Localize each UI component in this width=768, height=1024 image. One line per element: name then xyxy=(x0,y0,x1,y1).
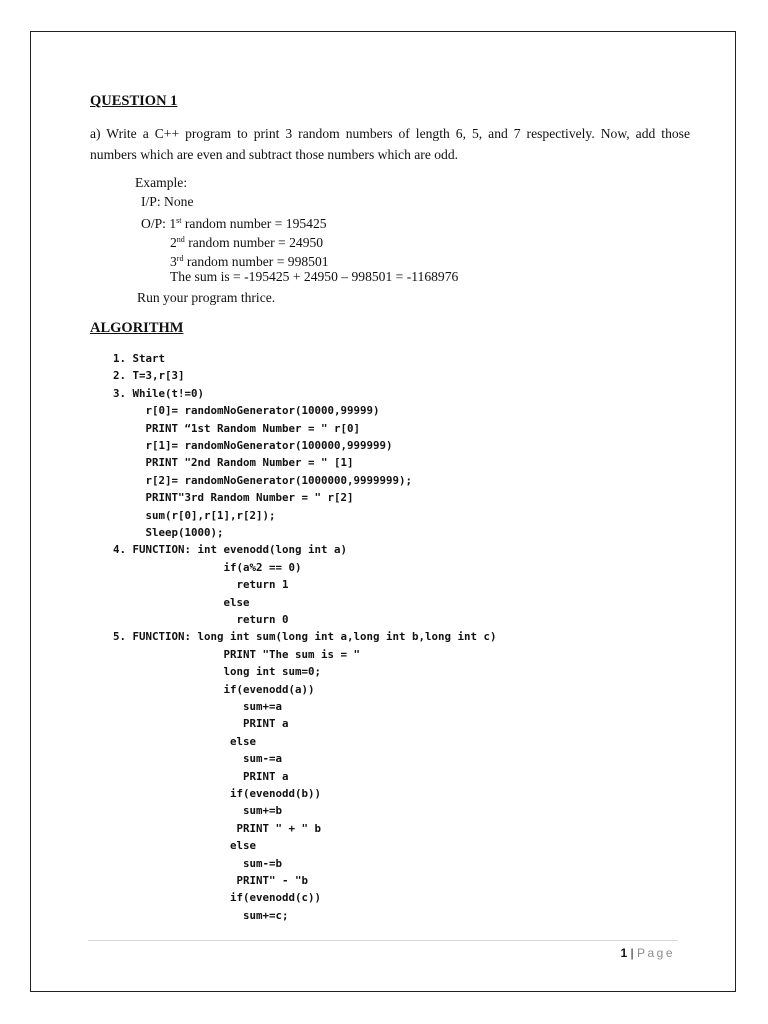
page-separator: | xyxy=(627,946,637,960)
algorithm-line: PRINT “1st Random Number = " r[0] xyxy=(113,421,361,435)
algorithm-line: PRINT" - "b xyxy=(113,874,309,887)
algorithm-heading: ALGORITHM xyxy=(90,320,184,336)
footer-divider xyxy=(88,940,678,941)
algorithm-line: r[2]= randomNoGenerator(1000000,9999999); xyxy=(113,473,413,487)
algorithm-line: PRINT "The sum is = " xyxy=(113,647,361,661)
ordinal-suffix: nd xyxy=(176,235,185,244)
ordinal-suffix: rd xyxy=(176,254,184,263)
algorithm-line: 5. FUNCTION: long int sum(long int a,long int b,long int c) xyxy=(113,630,497,644)
algorithm-line: PRINT a xyxy=(113,769,289,783)
algorithm-line: PRINT"3rd Random Number = " r[2] xyxy=(113,491,354,505)
algorithm-line: sum+=a xyxy=(113,700,283,713)
algorithm-line: sum-=a xyxy=(113,752,283,766)
algorithm-line: if(evenodd(b)) xyxy=(113,787,322,800)
algorithm-line: else xyxy=(113,595,250,609)
question-heading: QUESTION 1 xyxy=(90,93,178,109)
algorithm-line: return 1 xyxy=(113,578,289,592)
algorithm-line: 3. While(t!=0) xyxy=(113,386,205,400)
page-number: 1 xyxy=(620,946,628,960)
algorithm-line: else xyxy=(113,839,257,853)
question-text: a) Write a C++ program to print 3 random numbers of length 6, 5, and 7 respectively. Now, add those numbers which are even and subtract those numbers which are odd. xyxy=(90,126,690,162)
algorithm-line: sum+=b xyxy=(113,804,283,818)
output-prefix: O/P: xyxy=(141,216,170,231)
example-output-line-2 xyxy=(170,231,323,252)
output-value: random number = 195425 xyxy=(181,216,327,231)
page-footer xyxy=(620,946,675,960)
example-label: Example: xyxy=(135,175,188,190)
algorithm-line: if(a%2 == 0) xyxy=(113,560,302,574)
page-label: Page xyxy=(636,946,675,960)
algorithm-line: r[1]= randomNoGenerator(100000,999999) xyxy=(113,439,393,452)
algorithm-line: PRINT " + " b xyxy=(113,821,322,835)
output-value: random number = 24950 xyxy=(184,235,324,250)
algorithm-line: r[0]= randomNoGenerator(10000,99999) xyxy=(113,404,380,418)
ordinal-suffix: st xyxy=(176,216,182,225)
ordinal-number: 1 xyxy=(169,216,177,231)
algorithm-line: if(evenodd(a)) xyxy=(113,682,315,696)
ordinal-number: 3 xyxy=(170,254,177,269)
algorithm-line: PRINT a xyxy=(113,717,289,731)
algorithm-line: 4. FUNCTION: int evenodd(long int a) xyxy=(113,543,348,557)
example-output-line-1 xyxy=(141,212,327,233)
run-note: Run your program thrice. xyxy=(137,290,276,305)
ordinal-number: 2 xyxy=(170,235,177,250)
algorithm-line: PRINT "2nd Random Number = " [1] xyxy=(113,456,354,470)
example-input: I/P: None xyxy=(141,194,194,209)
algorithm-line: Sleep(1000); xyxy=(113,526,224,539)
algorithm-line: sum+=c; xyxy=(113,908,289,922)
example-sum-line: The sum is = -195425 + 24950 – 998501 = -1168976 xyxy=(170,269,459,284)
algorithm-line: else xyxy=(113,734,257,748)
algorithm-line: if(evenodd(c)) xyxy=(113,891,322,905)
algorithm-line: 2. T=3,r[3] xyxy=(113,369,185,383)
algorithm-line: 1. Start xyxy=(113,352,166,365)
document-page xyxy=(30,31,736,992)
algorithm-line: sum(r[0],r[1],r[2]); xyxy=(113,508,276,522)
algorithm-line: long int sum=0; xyxy=(113,665,322,679)
algorithm-line: sum-=b xyxy=(113,856,283,870)
algorithm-line: return 0 xyxy=(113,613,289,626)
output-value: random number = 998501 xyxy=(183,254,329,269)
